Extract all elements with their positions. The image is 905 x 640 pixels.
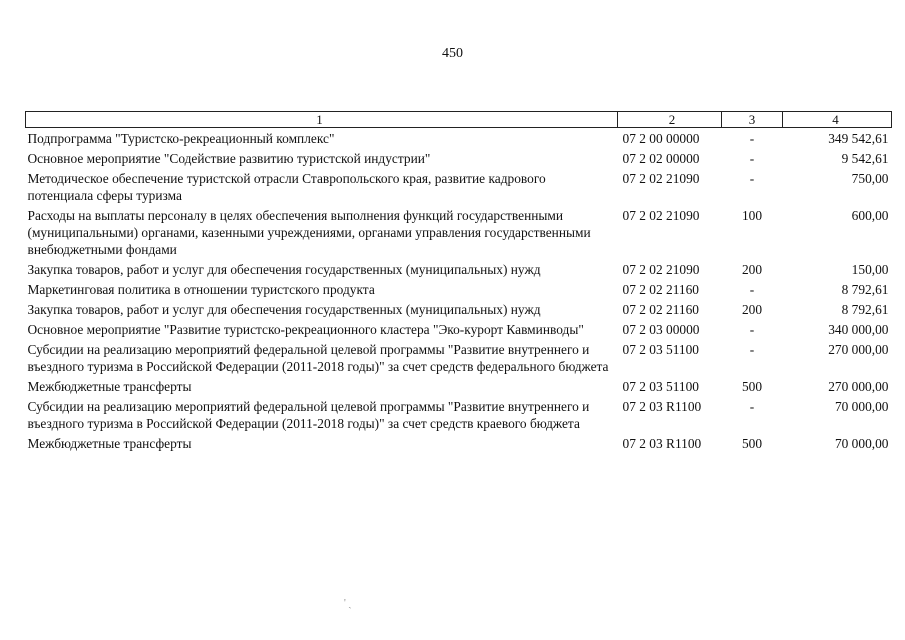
row-amount-cell: 150,00 <box>851 262 889 277</box>
header-col-3: 3 <box>722 112 783 128</box>
row-amount-cell: 750,00 <box>851 171 889 186</box>
table-row <box>26 398 892 435</box>
row-type-cell: - <box>749 131 755 146</box>
row-name-cell: Субсидии на реализацию мероприятий федеральной целевой программы "Развитие внутреннего и въездного туризма в Российской Федерации (2011-2018 годы)" за счет средств федерального бюджета <box>27 342 609 374</box>
table-row <box>26 261 892 281</box>
row-amount-cell: 70 000,00 <box>834 436 889 451</box>
table-row <box>26 301 892 321</box>
row-type-cell: 200 <box>741 302 763 317</box>
row-amount-cell: 349 542,61 <box>828 131 889 146</box>
row-name-cell: Закупка товаров, работ и услуг для обеспечения государственных (муниципальных) нужд <box>27 302 541 317</box>
row-type-cell: 500 <box>741 379 763 394</box>
row-type-cell: - <box>749 151 755 166</box>
table-row <box>26 321 892 341</box>
row-code-cell: 07 2 03 51100 <box>622 379 699 394</box>
row-amount-cell: 270 000,00 <box>828 379 889 394</box>
row-name-cell: Маркетинговая политика в отношении туристского продукта <box>27 282 375 297</box>
table-row <box>26 435 892 455</box>
row-name-cell: Субсидии на реализацию мероприятий федеральной целевой программы "Развитие внутреннего и въездного туризма в Российской Федерации (2011-2018 годы)" за счет средств краевого бюджета <box>27 399 590 431</box>
row-code-cell: 07 2 02 00000 <box>622 151 700 166</box>
row-name-cell: Подпрограмма "Туристско-рекреационный комплекс" <box>27 131 335 146</box>
row-amount-cell: 340 000,00 <box>828 322 889 337</box>
table-row <box>26 207 892 261</box>
row-type-cell: - <box>749 399 755 414</box>
row-code-cell: 07 2 02 21160 <box>622 302 699 317</box>
row-type-cell: 200 <box>741 262 763 277</box>
header-col-1: 1 <box>26 112 618 128</box>
row-amount-cell: 8 792,61 <box>841 282 889 297</box>
row-amount-cell: 8 792,61 <box>841 302 889 317</box>
row-type-cell: - <box>749 282 755 297</box>
table-row <box>26 128 892 151</box>
table-body <box>26 128 892 456</box>
table-row <box>26 341 892 378</box>
row-name-cell: Расходы на выплаты персоналу в целях обеспечения выполнения функций государственными (муниципальными) органами, казенными учреждениями, органами управления государственными внебюджетными фондами <box>27 208 591 257</box>
page-number: 450 <box>442 46 463 61</box>
row-code-cell: 07 2 02 21090 <box>622 262 700 277</box>
row-amount-cell: 70 000,00 <box>834 399 889 414</box>
row-code-cell: 07 2 03 R1100 <box>622 399 702 414</box>
row-type-cell: - <box>749 342 755 357</box>
row-code-cell: 07 2 00 00000 <box>622 131 700 146</box>
budget-table <box>25 111 892 455</box>
row-name-cell: Закупка товаров, работ и услуг для обеспечения государственных (муниципальных) нужд <box>27 262 541 277</box>
row-name-cell: Основное мероприятие "Развитие туристско-рекреационного кластера "Эко-курорт Кавминводы" <box>27 322 584 337</box>
table-row <box>26 150 892 170</box>
row-code-cell: 07 2 02 21090 <box>622 171 700 186</box>
scan-artifact: ' ˎ <box>344 598 352 609</box>
row-name-cell: Межбюджетные трансферты <box>27 379 192 394</box>
row-type-cell: - <box>749 322 755 337</box>
row-amount-cell: 600,00 <box>851 208 889 223</box>
row-name-cell: Основное мероприятие "Содействие развитию туристской индустрии" <box>27 151 431 166</box>
table-row <box>26 378 892 398</box>
table-header-row <box>26 112 892 128</box>
row-amount-cell: 270 000,00 <box>828 342 889 357</box>
row-code-cell: 07 2 03 00000 <box>622 322 700 337</box>
row-type-cell: - <box>749 171 755 186</box>
row-name-cell: Методическое обеспечение туристской отрасли Ставропольского края, развитие кадрового потенциала сферы туризма <box>27 171 546 203</box>
header-col-2: 2 <box>618 112 722 128</box>
table-row <box>26 170 892 207</box>
header-col-4: 4 <box>783 112 892 128</box>
row-name-cell: Межбюджетные трансферты <box>27 436 192 451</box>
row-type-cell: 100 <box>741 208 763 223</box>
row-code-cell: 07 2 02 21090 <box>622 208 700 223</box>
row-code-cell: 07 2 03 R1100 <box>622 436 702 451</box>
row-type-cell: 500 <box>741 436 763 451</box>
row-amount-cell: 9 542,61 <box>841 151 889 166</box>
row-code-cell: 07 2 03 51100 <box>622 342 699 357</box>
table-row <box>26 281 892 301</box>
row-code-cell: 07 2 02 21160 <box>622 282 699 297</box>
